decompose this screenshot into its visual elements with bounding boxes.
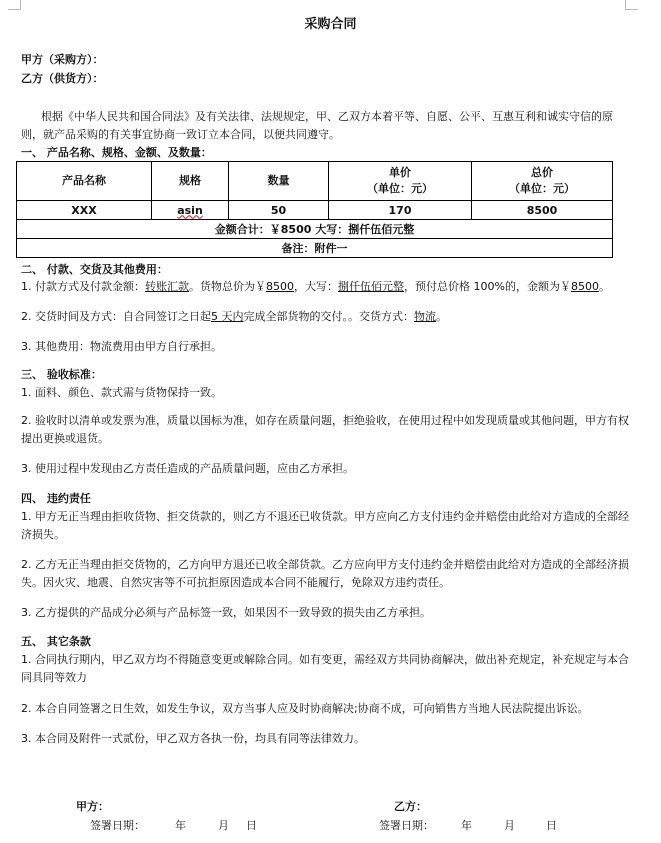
header-total-price: 总价 （单位：元） [472,162,613,201]
breach-item-3: 3. 乙方提供的产品成分必须与产品标签一致，如果因不一致导致的损失由乙方承担。 [21,606,431,619]
acceptance-item-3: 3. 使用过程中发现由乙方责任造成的产品质量问题，应由乙方承担。 [21,462,354,475]
other-terms-item-3: 3. 本合同及附件一式贰份，甲乙双方各执一份，均具有同等法律效力。 [21,732,365,745]
party-b-year: 年 [461,819,472,832]
table-note-row [17,239,613,258]
page-corner-mark-left [8,0,21,10]
page-corner-mark-right [625,0,638,10]
section-1-heading: 一、 产品名称、规格、金额、及数量： [21,146,212,159]
intro-paragraph: 根据《中华人民共和国合同法》及有关法律、法规规定，甲、乙双方本着平等、自愿、公平、互惠互利和诚实守信的原则，就产品采购的有关事宜协商一致订立本合同，以便共同遵守。 [21,110,613,141]
other-fees-item: 3. 其他费用：物流费用由甲方自行承担。 [21,340,222,353]
signature-party-a: 甲方： [76,800,109,813]
breach-item-2: 2. 乙方无正当理由拒交货物的，乙方向甲方退还已收全部货款。乙方应向甲方支付违约金并赔偿由此给对方造成的全部经济损失。因火灾、地震、自然灾害等不可抗拒原因造成本合同不能履行，免除双方违约责任。 [21,558,629,589]
section-2-heading: 二、 付款、交货及其他费用： [21,263,168,276]
payment-item: 1. 付款方式及付款金额：转账汇款。货物总价为￥8500，大写：捌仟伍佰元整，预付总价格 100%的，金额为￥8500。 [21,280,610,293]
party-b-month: 月 [504,819,515,832]
header-quantity: 数量 [229,162,329,201]
party-a-year: 年 [175,819,186,832]
document-title: 采购合同 [304,17,357,32]
cell-product-name: XXX [17,201,152,220]
other-terms-item-2: 2. 本合自同签署之日生效，如发生争议，双方当事人应及时协商解决;协商不成，可向销售方当地人民法院提出诉讼。 [21,702,589,715]
cell-spec: asin [152,201,229,220]
section-3-heading: 三、 验收标准： [21,368,102,381]
header-unit-price: 单价 （单位：元） [329,162,472,201]
cell-total-price: 8500 [472,201,613,220]
signature-party-b: 乙方： [394,800,427,813]
party-b-label: 乙方（供货方）： [21,72,104,85]
table-sum-row [17,220,613,239]
party-a-label: 甲方（采购方）： [21,53,104,66]
header-spec: 规格 [152,162,229,201]
sum-line: 金额合计：￥8500 大写：捌仟伍佰元整 [17,220,613,239]
cell-quantity: 50 [229,201,329,220]
party-a-date-label: 签署日期： [90,819,145,832]
section-5-heading: 五、 其它条款 [21,635,91,648]
party-a-day: 日 [246,819,257,832]
cell-unit-price: 170 [329,201,472,220]
party-b-day: 日 [546,819,557,832]
party-a-month: 月 [218,819,229,832]
section-4-heading: 四、 违约责任 [21,492,91,505]
header-product-name: 产品名称 [17,162,152,201]
acceptance-item-1: 1. 面料、颜色、款式需与货物保持一致。 [21,386,222,399]
other-terms-item-1: 1. 合同执行期内，甲乙双方均不得随意变更或解除合同。如有变更，需经双方共同协商解决，做出补充规定，补充规定与本合同具同等效力 [21,653,629,684]
acceptance-item-2: 2. 验收时以清单或发票为准，质量以国标为准，如存在质量问题，拒绝验收，在使用过程中如发现质量或其他问题，甲方有权提出更换或退货。 [21,414,629,445]
product-table [16,161,613,258]
table-header-row [17,162,613,201]
delivery-item: 2. 交货时间及方式：自合同签订之日起5 天内完成全部货物的交付。。交货方式：物流。 [21,310,447,323]
party-b-date-label: 签署日期： [379,819,434,832]
breach-item-1: 1. 甲方无正当理由拒收货物、拒交货款的，则乙方不退还已收货款。甲方应向乙方支付违约金并赔偿由此给对方造成的全部经济损失。 [21,510,629,541]
note-line: 备注：附件一 [17,239,613,258]
table-row [17,201,613,220]
